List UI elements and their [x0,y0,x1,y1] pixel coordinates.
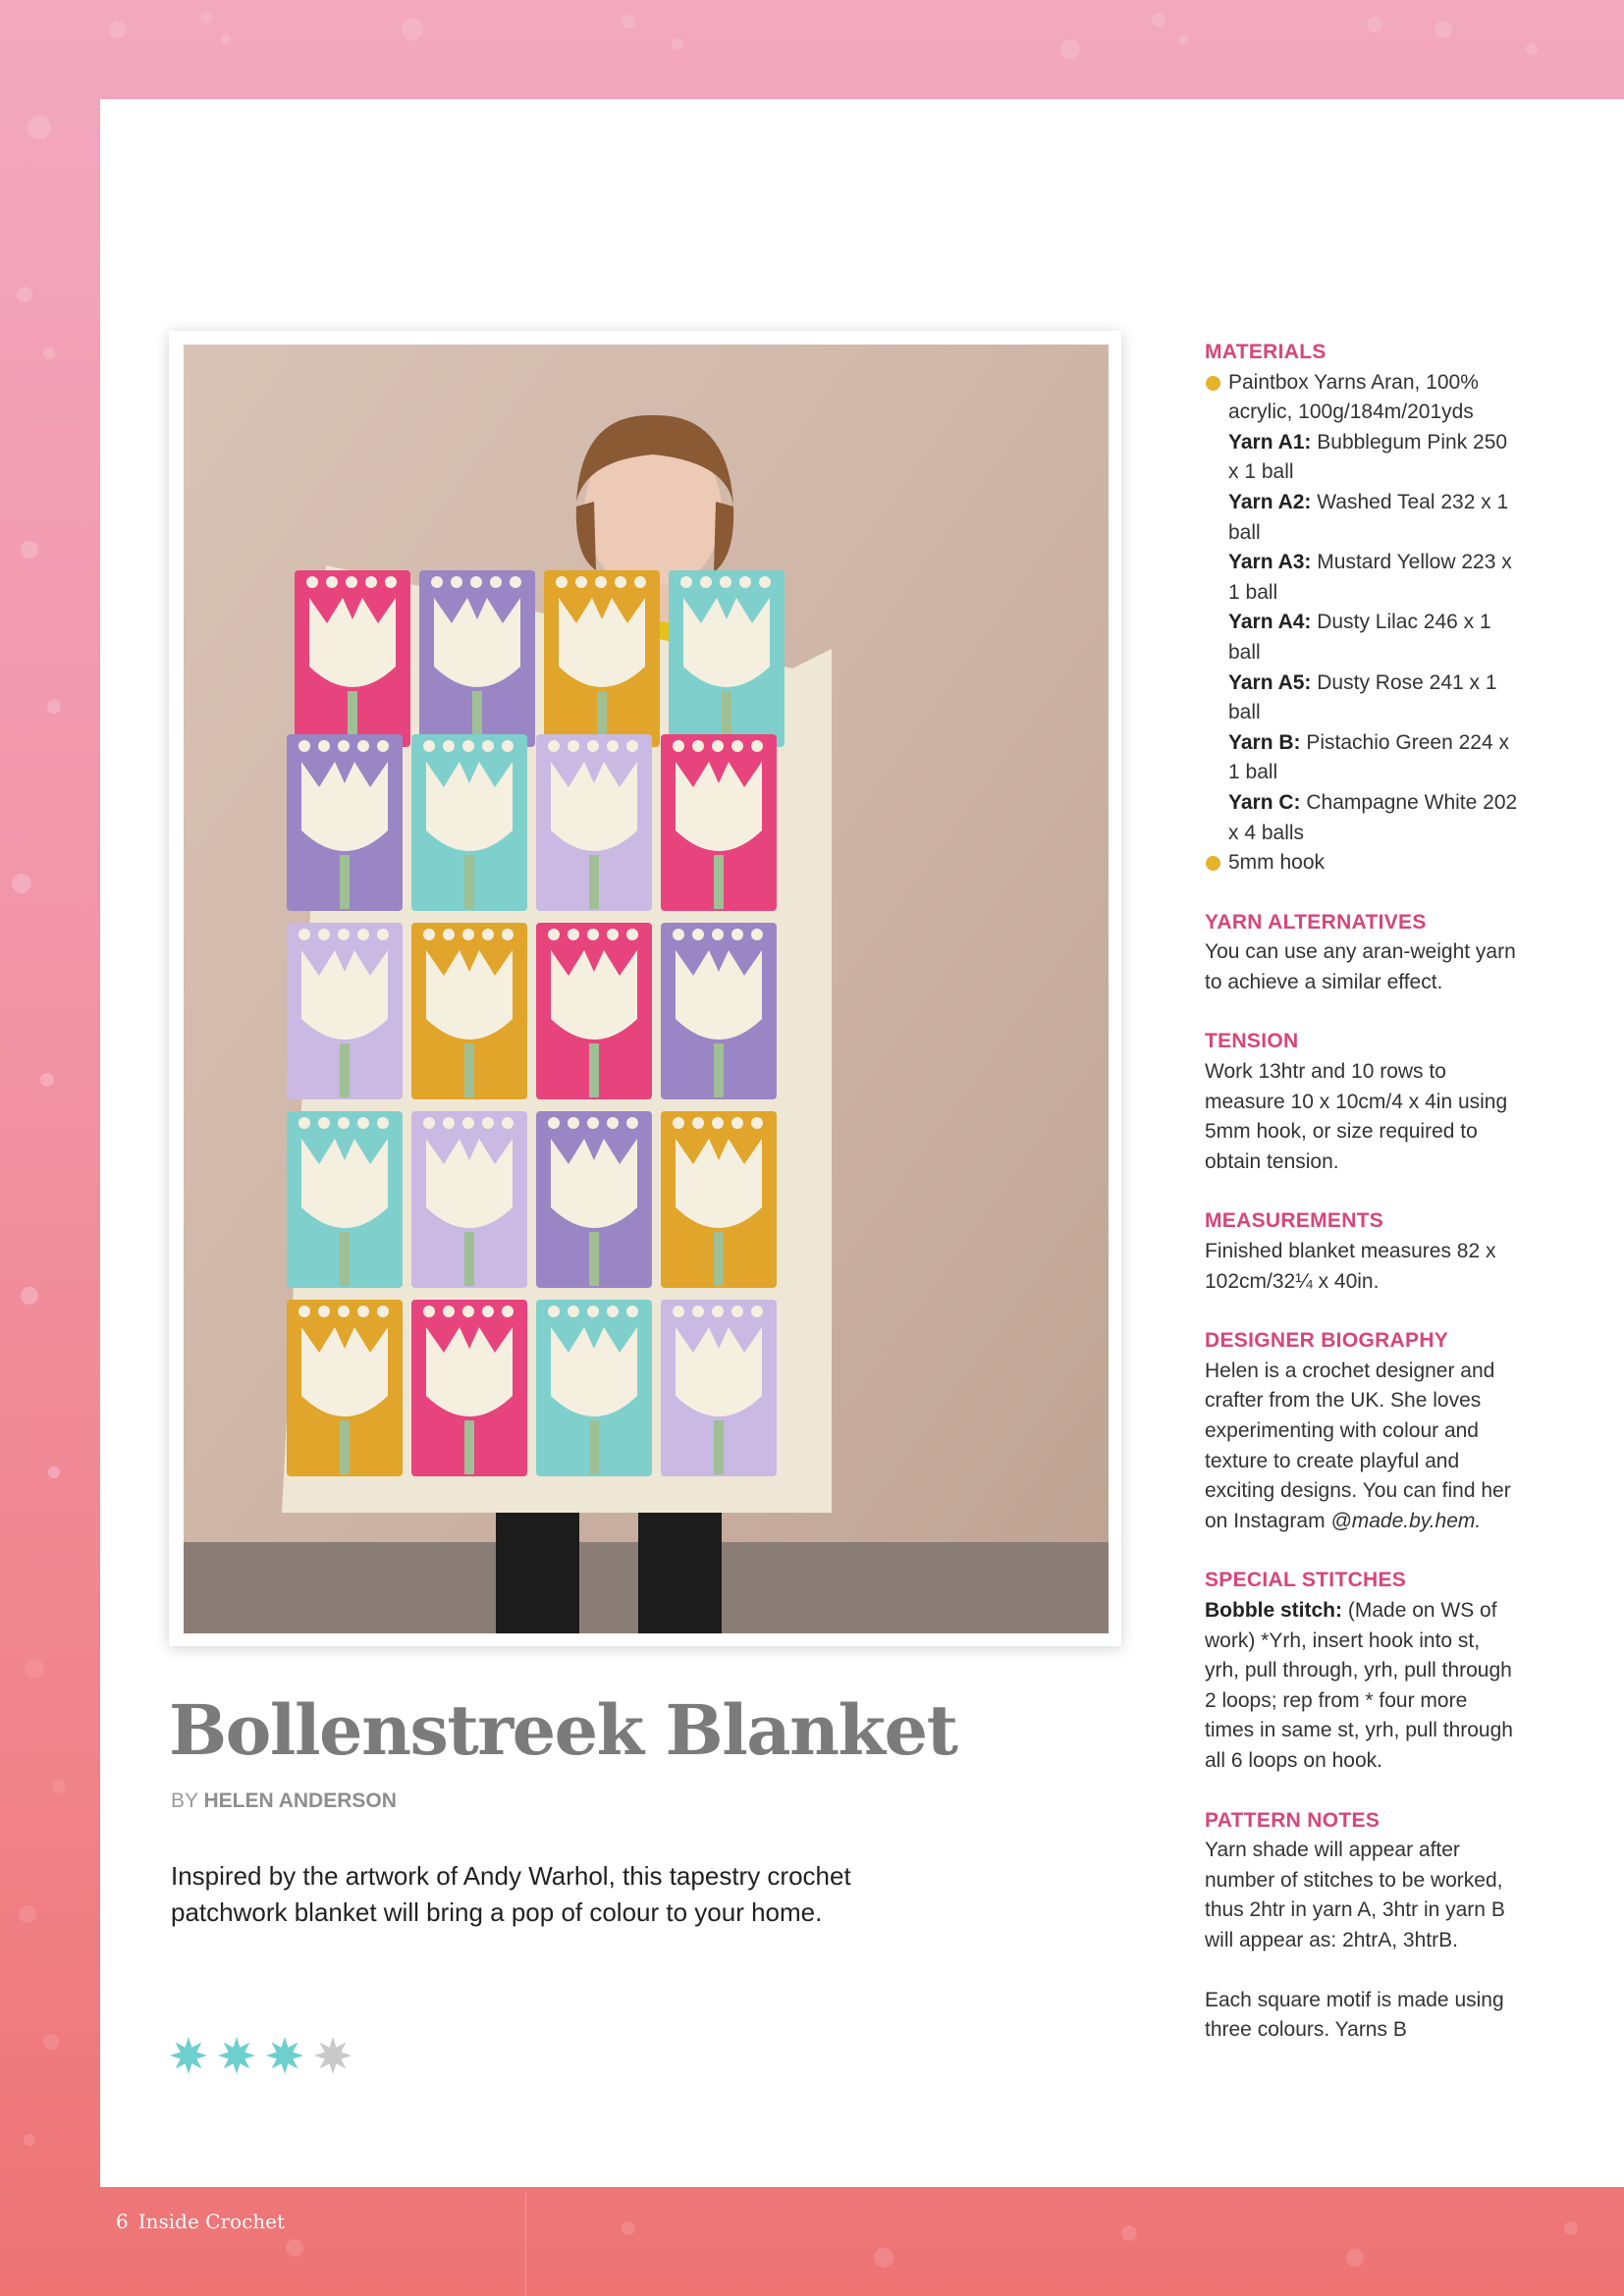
yarn-label: Yarn A4: [1228,611,1312,634]
designer-bio: Helen is a crochet designer and crafter from the UK. She loves experimenting with colour and texture to create playful and exciting designs. You can find her on Instagram [1205,1359,1511,1532]
yarn-brand-item [1205,368,1519,428]
yarn-label: Yarn A3: [1228,551,1312,574]
hook-text: 5mm hook [1228,851,1326,875]
designer-heading: DESIGNER BIOGRAPHY [1205,1329,1449,1353]
star-icon [265,2036,304,2075]
page-number: 6 [116,2210,129,2233]
star-icon [217,2036,256,2075]
materials-list [1205,368,1519,879]
yarn-desc: Bubblegum Pink 250 x 1 ball [1228,430,1508,484]
tension-section [1205,1027,1519,1177]
yarn-label: Yarn A1: [1228,430,1312,454]
blanket-photo [184,345,1109,1633]
special-stitches-section [1205,1566,1519,1776]
yarn-item [1205,548,1519,608]
yarn-item [1205,668,1519,728]
tension-text: Work 13htr and 10 rows to measure 10 x 10cm/4 x 4in using 5mm hook, or size required to obtain tension. [1205,1060,1508,1173]
yarn-desc: Pistachio Green 224 x 1 ball [1228,730,1509,784]
yarn-desc: Mustard Yellow 223 x 1 ball [1228,551,1512,604]
yarn-brand-text: Paintbox Yarns Aran, 100% acrylic, 100g/184m/201yds [1228,370,1479,424]
star-icon [313,2036,352,2075]
yarn-item [1205,608,1519,667]
yarn-alternatives-heading: YARN ALTERNATIVES [1205,910,1427,934]
star-icon [169,2036,208,2075]
designer-text [1205,1357,1519,1537]
pattern-notes-text-2: Each square motif is made using three colours. Yarns B [1205,1988,1504,2042]
article-page [100,99,1624,2187]
photo-frame [169,331,1121,1646]
special-stitches-heading: SPECIAL STITCHES [1205,1569,1407,1592]
yarn-desc: Champagne White 202 x 4 balls [1228,790,1518,844]
tension-heading: TENSION [1205,1030,1299,1053]
designer-section [1205,1326,1519,1536]
materials-heading: MATERIALS [1205,341,1326,363]
magazine-name: Inside Crochet [137,2210,286,2233]
yarn-alternatives-section [1205,908,1519,998]
yarn-item [1205,788,1519,848]
pattern-sidebar [1205,338,1519,2075]
yarn-desc: Dusty Rose 241 x 1 ball [1228,670,1497,724]
byline [171,1789,397,1813]
yarn-item [1205,428,1519,488]
article-intro: Inspired by the artwork of Andy Warhol, this tapestry crochet patchwork blanket will bring a pop of colour to your home. [171,1861,851,1927]
yarn-desc: Dusty Lilac 246 x 1 ball [1228,611,1491,664]
stitch-term: Bobble stitch: [1205,1598,1342,1622]
yarn-desc: Washed Teal 232 x 1 ball [1228,490,1509,544]
measurements-section [1205,1206,1519,1297]
yarn-item [1205,728,1519,788]
page-footer [116,2210,285,2233]
yarn-label: Yarn B: [1228,730,1301,754]
stitch-desc: (Made on WS of work) *Yrh, insert hook into st, yrh, pull through, yrh, pull through 2 loops; rep from * four more times in same st, yrh, pull through all 6 loops on hook. [1205,1598,1513,1772]
article-title: Bollenstreek Blanket [169,1689,957,1771]
designer-handle: @made.by.hem. [1330,1509,1482,1532]
yarn-label: Yarn C: [1228,790,1301,814]
yarn-item [1205,488,1519,548]
difficulty-rating [169,2036,352,2075]
byline-author: HELEN ANDERSON [203,1789,397,1812]
special-stitches-text [1205,1596,1519,1777]
hook-item [1205,848,1519,879]
materials-section [1205,338,1519,879]
byline-prefix: BY [171,1789,198,1812]
yarn-label: Yarn A5: [1228,670,1312,694]
pattern-notes-heading: PATTERN NOTES [1205,1808,1380,1832]
pattern-notes-section [1205,1806,1519,2046]
yarn-label: Yarn A2: [1228,490,1312,513]
pattern-notes-text-1: Yarn shade will appear after number of stitches to be worked, thus 2htr in yarn A, 3htr in yarn B will appear as: 2htrA, 3htrB. [1205,1839,1505,1951]
yarn-alternatives-text: You can use any aran-weight yarn to achieve a similar effect. [1205,940,1516,993]
footer-divider [525,2194,526,2296]
measurements-heading: MEASUREMENTS [1205,1209,1384,1233]
measurements-text: Finished blanket measures 82 x 102cm/32¼ x 40in. [1205,1240,1496,1293]
